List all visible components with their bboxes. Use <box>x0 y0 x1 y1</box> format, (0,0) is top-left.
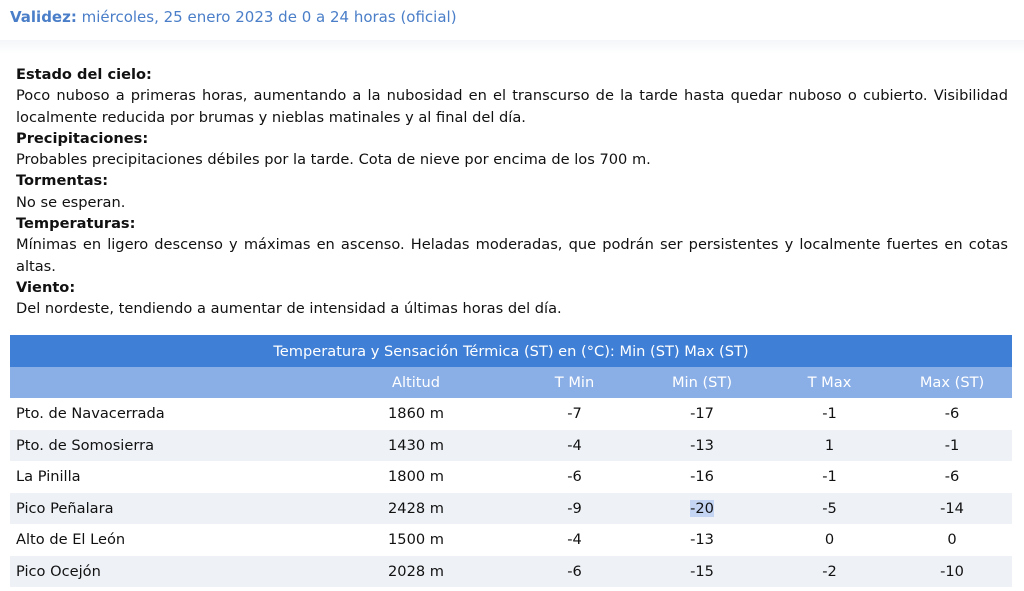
storms-text: No se esperan. <box>16 193 126 211</box>
max-st-cell: 0 <box>947 531 957 549</box>
column-header-altitude: Altitud <box>320 367 512 398</box>
sky-heading: Estado del cielo: <box>16 66 152 83</box>
min-st-cell: -15 <box>637 556 767 588</box>
table-row <box>10 524 1012 556</box>
location-cell: Pico Peñalara <box>10 493 320 525</box>
tmin-cell: -6 <box>512 556 637 588</box>
table-row <box>10 556 1012 588</box>
tmax-cell: 1 <box>767 430 892 462</box>
altitude-cell: 1800 m <box>388 468 444 486</box>
max-st-cell: -6 <box>944 468 960 486</box>
tmin-cell: -6 <box>567 468 582 486</box>
selected-text: -20 <box>690 499 714 517</box>
column-header-max-st: Max (ST) <box>892 367 1012 398</box>
validity-line <box>10 8 457 26</box>
max-st-cell: -14 <box>892 493 1012 525</box>
altitude-cell: 1430 m <box>320 430 512 462</box>
altitude-cell: 1500 m <box>388 531 444 549</box>
max-st-cell: -1 <box>892 430 1012 462</box>
column-header-tmax: T Max <box>767 367 892 398</box>
wind-text: Del nordeste, tendiendo a aumentar de intensidad a últimas horas del día. <box>16 300 562 318</box>
max-st-cell: -6 <box>944 405 960 423</box>
min-st-cell: -13 <box>690 531 714 549</box>
tmax-cell: -1 <box>822 405 837 423</box>
altitude-cell: 2428 m <box>320 493 512 525</box>
location-cell: La Pinilla <box>16 468 81 486</box>
table-title: Temperatura y Sensación Térmica (ST) en (°C): Min (ST) Max (ST) <box>10 335 1012 367</box>
tmin-cell: -7 <box>567 405 582 423</box>
min-st-cell: -17 <box>690 405 714 423</box>
location-cell: Alto de El León <box>16 531 126 549</box>
column-header-tmin: T Min <box>512 367 637 398</box>
table-row <box>10 430 1012 462</box>
precipitation-text: Probables precipitaciones débiles por la tarde. Cota de nieve por encima de los 700 m. <box>16 151 651 169</box>
location-cell: Pico Ocejón <box>10 556 320 588</box>
table-row <box>10 461 1012 493</box>
table-row <box>10 493 1012 525</box>
max-st-cell: -10 <box>892 556 1012 588</box>
altitude-cell: 1860 m <box>388 405 444 423</box>
min-st-cell <box>637 493 767 525</box>
tmax-cell: 0 <box>824 531 835 549</box>
column-header-location <box>10 367 320 398</box>
temperatures-heading: Temperaturas: <box>16 215 136 233</box>
location-cell: Pto. de Navacerrada <box>16 405 165 423</box>
precipitation-heading: Precipitaciones: <box>16 129 149 147</box>
location-cell: Pto. de Somosierra <box>10 430 320 462</box>
tmin-cell: -4 <box>512 430 637 462</box>
tmax-cell: -1 <box>822 468 837 486</box>
validity-text: miércoles, 25 enero 2023 de 0 a 24 horas (oficial) <box>76 8 457 26</box>
validity-label: Validez: <box>10 8 77 26</box>
min-st-cell: -16 <box>690 468 714 486</box>
storms-heading: Tormentas: <box>16 172 109 190</box>
forecast-section <box>16 64 1008 320</box>
tmax-cell: -5 <box>767 493 892 525</box>
tmax-cell: -2 <box>767 556 892 588</box>
temperature-table <box>10 335 1012 587</box>
altitude-cell: 2028 m <box>320 556 512 588</box>
table-row <box>10 398 1012 430</box>
column-header-min-st: Min (ST) <box>637 367 767 398</box>
min-st-cell: -13 <box>637 430 767 462</box>
temperatures-text: Mínimas en ligero descenso y máximas en ascenso. Heladas moderadas, que podrán ser persistentes y localmente fuertes en cotas altas. <box>16 236 1008 275</box>
wind-heading: Viento: <box>16 278 76 296</box>
tmin-cell: -9 <box>512 493 637 525</box>
section-separator <box>0 40 1024 54</box>
sky-text: Poco nuboso a primeras horas, aumentando a la nubosidad en el transcurso de la tarde hasta quedar nuboso o cubierto. Visibilidad localmente reducida por brumas y nieblas matinales y al final del día. <box>16 87 1008 126</box>
tmin-cell: -4 <box>567 531 582 549</box>
